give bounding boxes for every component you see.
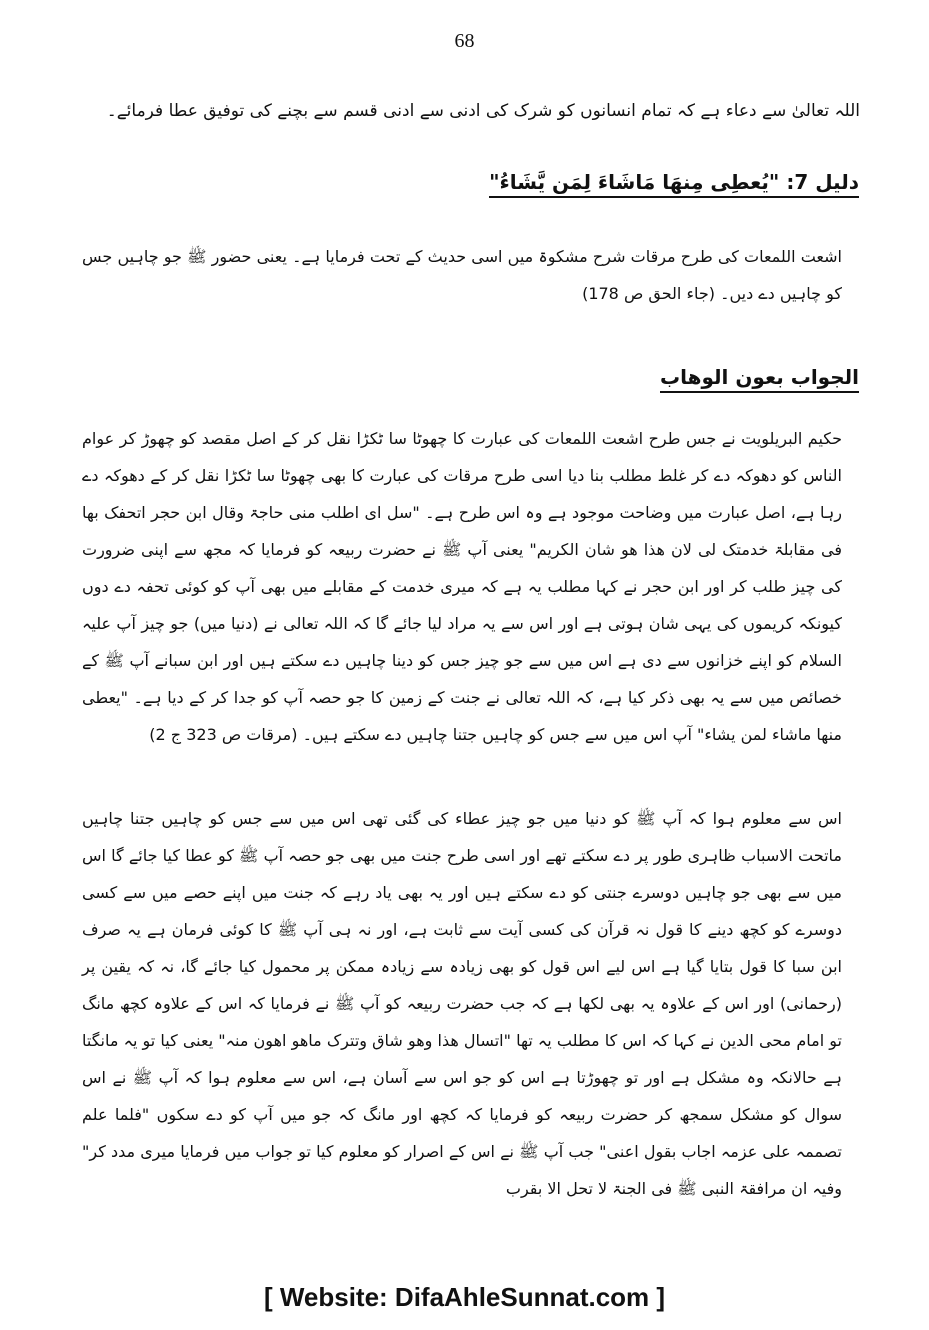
paragraph-1: اشعت اللمعات کی طرح مرقات شرح مشکوۃ میں اسی حدیث کے تحت فرمایا ہے۔ یعنی حضور ﷺ جو چاہیں جس کو چاہیں دے دیں۔ (جاء الحق ص 178) (82, 247, 842, 303)
heading-al-jawab-text: الجواب بعون الوھاب (660, 365, 859, 393)
website-footer: [ Website: DifaAhleSunnat.com ] (263, 1282, 666, 1312)
page-number: 68 (454, 30, 475, 52)
heading-daleel-7 (489, 170, 859, 194)
intro-line: اللہ تعالیٰ سے دعاء ہے کہ تمام انسانوں کو شرک کی ادنی سے ادنی قسم سے بچنے کی توفیق عطا فرمائے۔ (106, 101, 860, 121)
heading-al-jawab (660, 365, 859, 389)
paragraph-2: حکیم البریلویت نے جس طرح اشعت اللمعات کی عبارت کا چھوٹا سا ٹکڑا نقل کر کے اصل مقصد کو چھوڑ کر عوام الناس کو دھوکہ دے کر غلط مطلب بنا دیا اسی طرح مرقات کی عبارت کا بھی چھوٹا سا ٹکڑا نقل کر کے دھوکہ دے رہا ہے، اصل عبارت میں وضاحت موجود ہے وہ اس طرح ہے۔ "سل ای اطلب منی حاجۃ وقال ابن حجر اتحفک بھا فی مقابلۃ خدمتک لی لان ھذا ھو شان الکریم" یعنی آپ ﷺ نے حضرت ربیعہ کو فرمایا کہ مجھ سے اپنی ضرورت کی چیز طلب کر اور ابن حجر نے کہا مطلب یہ ہے کہ میری خدمت کے مقابلے میں بھی آپ کو کوئی تحفہ دے دوں کیونکہ کریموں کی یہی شان ہوتی ہے اور اس سے یہ مراد لیا جائے گا کہ اللہ تعالی نے (دنیا میں) جو چیز آپ علیہ السلام کو اپنے خزانوں سے دی ہے اس میں سے جو چیز جس کو دینا چاہیں دے سکتے ہیں اور ابن سبانے آپ ﷺ کے خصائص میں سے یہ بھی ذکر کیا ہے، کہ اللہ تعالی نے جنت کے زمین کا جو حصہ آپ کو جدا کر کے دیا ہے۔ "یعطی منھا ماشاء لمن یشاء" آپ اس میں سے جس کو چاہیں جتنا چاہیں دے سکتے ہیں۔ (مرقات ص 323 ج 2) (82, 429, 843, 744)
heading-daleel-7-text: دلیل 7: "یُعطِی مِنھَا مَاشَاءَ لِمَن یَّشَاءُ" (489, 170, 859, 198)
paragraph-3: اس سے معلوم ہوا کہ آپ ﷺ کو دنیا میں جو چیز عطاء کی گئی تھی اس میں سے جس کو چاہیں جتنا چاہیں ماتحت الاسباب ظاہری طور پر دے سکتے تھے اور اسی طرح جنت میں بھی جو حصہ آپ ﷺ کو عطا کیا جائے گا اس میں سے بھی جو چاہیں دوسرے جنتی کو دے سکتے ہیں اور یہ بھی یاد رہے کہ جنت میں اپنے حصے میں سے کسی دوسرے کو کچھ دینے کا قول نہ قرآن کی کسی آیت سے ثابت ہے، اور نہ ہی آپ ﷺ کا کوئی فرمان ہے یہ صرف ابن سبا کا قول بتایا گیا ہے اس لیے اس قول کو بھی زیادہ سے زیادہ ممکن پر محمول کیا جائے گا، نہ کہ یقین پر (رحمانی) اور اس کے علاوہ یہ بھی لکھا ہے کہ جب حضرت ربیعہ کو آپ ﷺ نے فرمایا کہ اس کے علاوہ کچھ مانگ تو امام محی الدین نے کہا کہ اس کا مطلب یہ تھا "اتسال ھذا وھو شاق وتترک ماھو اھون منہ" یعنی کیا تو یہ مانگتا ہے حالانکہ وہ مشکل ہے اور تو چھوڑتا ہے اس کو جو اس سے آسان ہے، اس سے معلوم ہوا کہ آپ ﷺ نے اس سوال کو مشکل سمجھ کر حضرت ربیعہ کو فرمایا کہ کچھ اور مانگ کہ جو میں آپ کو دے سکوں "فلما علم تصممہ علی عزمہ اجاب بقول اعنی" جب آپ ﷺ نے اس کے اصرار کو معلوم کیا تو جواب میں فرمایا میری مدد کر" وفیہ ان مرافقۃ النبی ﷺ فی الجنۃ لا تحل الا بقرب (82, 809, 843, 1198)
